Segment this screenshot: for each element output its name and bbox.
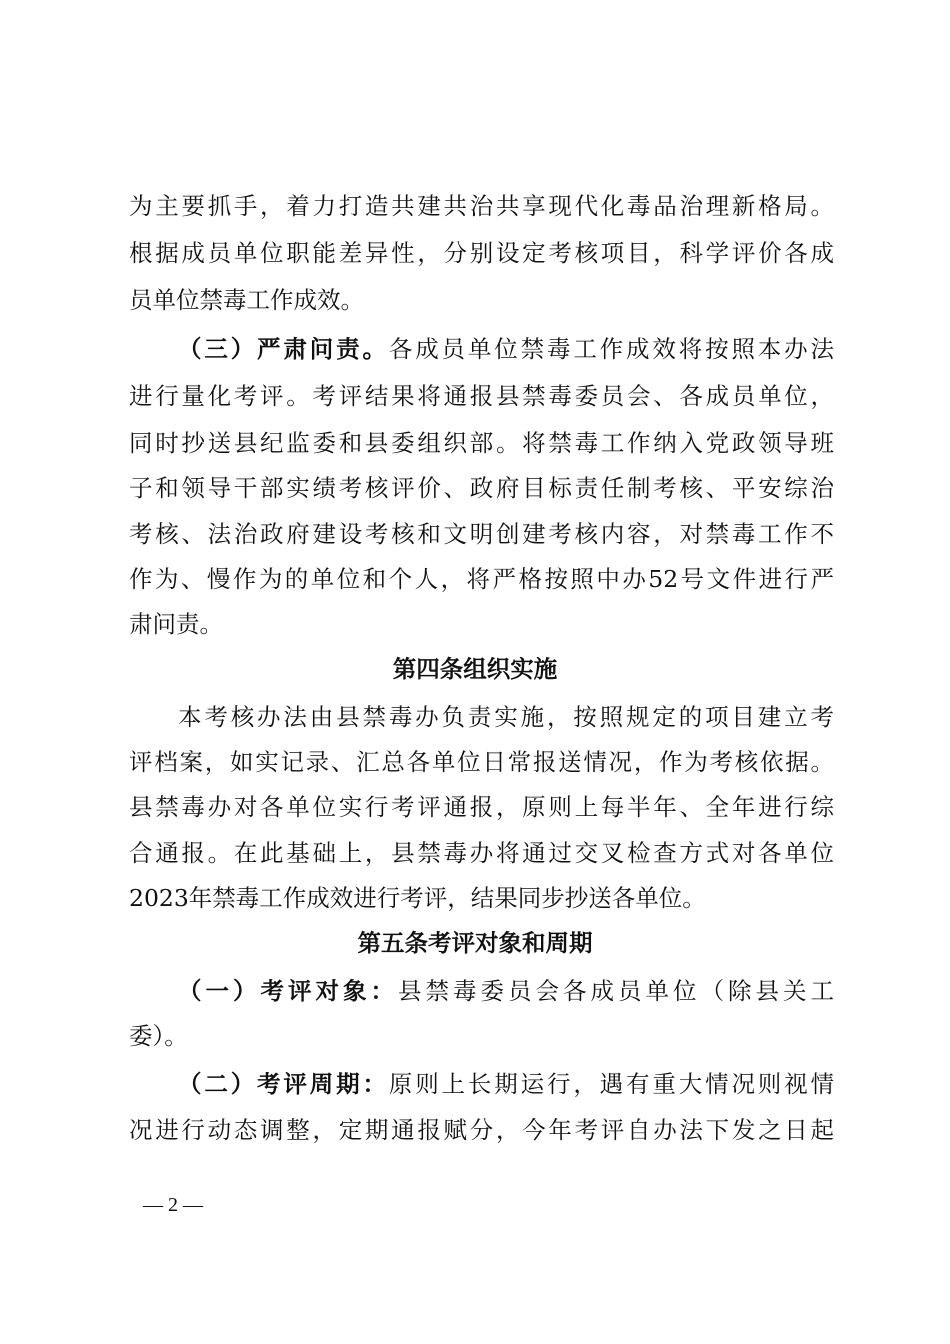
page-number: — 2 — <box>143 1194 203 1216</box>
article-heading: 第四条组织实施 <box>392 655 558 683</box>
paragraph-line: 2023年禁毒工作成效进行考评，结果同步抄送各单位。 <box>129 884 706 912</box>
paragraph-line: 员单位禁毒工作成效。 <box>129 286 364 314</box>
paragraph-line: 子和领导干部实绩考核评价、政府目标责任制考核、平安综治 <box>129 474 834 502</box>
paragraph-line: 本考核办法由县禁毒办负责实施，按照规定的项目建立考 <box>178 703 834 731</box>
paragraph-line: （二）考评周期：原则上长期运行，遇有重大情况则视情 <box>178 1070 835 1098</box>
paragraph-line: 为主要抓手，着力打造共建共治共享现代化毒品治理新格局。 <box>129 192 834 220</box>
article-heading: 第五条考评对象和周期 <box>357 929 593 957</box>
paragraph-line: 考核、法治政府建设考核和文明创建考核内容，对禁毒工作不 <box>129 520 834 548</box>
paragraph-line: 委）。 <box>129 1022 188 1050</box>
paragraph-line: 评档案，如实记录、汇总各单位日常报送情况，作为考核依据。 <box>129 748 834 776</box>
paragraph-line: 进行量化考评。考评结果将通报县禁毒委员会、各成员单位， <box>129 382 834 410</box>
paragraph-line: 合通报。在此基础上，县禁毒办将通过交叉检查方式对各单位 <box>129 839 834 867</box>
paragraph-line: 作为、慢作为的单位和个人，将严格按照中办52号文件进行严 <box>129 565 834 593</box>
paragraph-line: 根据成员单位职能差异性，分别设定考核项目，科学评价各成 <box>129 239 834 267</box>
section-lead: （一）考评对象： <box>178 977 398 1005</box>
paragraph-line: 县禁毒办对各单位实行考评通报，原则上每半年、全年进行综 <box>129 793 834 821</box>
section-lead: （三）严肃问责。 <box>178 335 389 363</box>
paragraph-line: 况进行动态调整，定期通报赋分，今年考评自办法下发之日起 <box>129 1116 834 1144</box>
paragraph-line: 同时抄送县纪监委和县委组织部。将禁毒工作纳入党政领导班 <box>129 429 834 457</box>
section-lead: （二）考评周期： <box>178 1070 389 1098</box>
paragraph-line: （一）考评对象：县禁毒委员会各成员单位（除县关工 <box>178 977 834 1005</box>
paragraph-line: 肃问责。 <box>129 610 223 638</box>
paragraph-line: （三）严肃问责。各成员单位禁毒工作成效将按照本办法 <box>178 335 835 363</box>
